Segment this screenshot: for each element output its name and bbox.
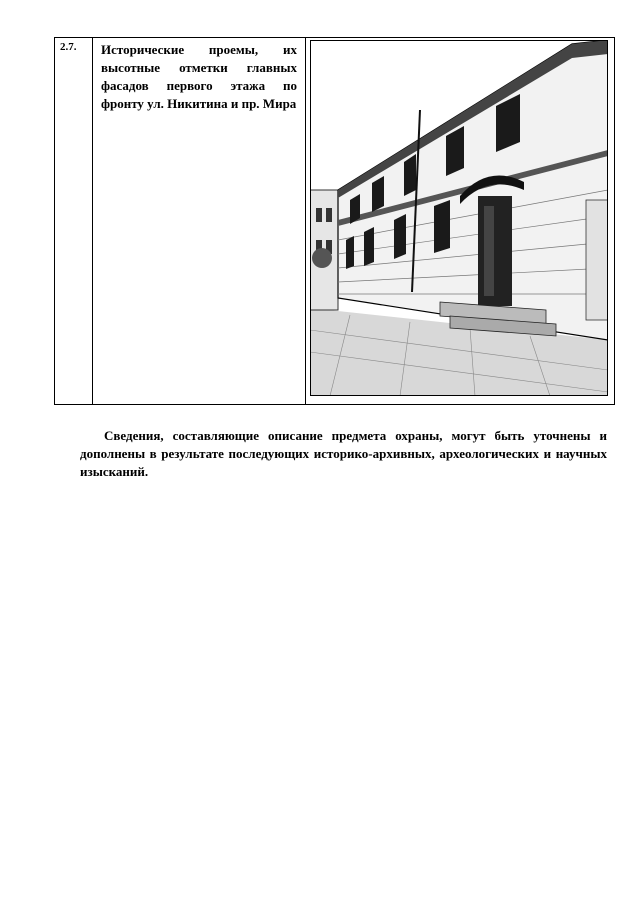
protection-subject-table (54, 37, 615, 405)
building-facade-photo (310, 40, 608, 396)
note-paragraph: Сведения, составляющие описание предмета охраны, могут быть уточнены и дополнены в результате последующих историко-архивных, археологических и научных изысканий. (80, 428, 607, 479)
building-photo-cell (306, 38, 615, 405)
row-description: Исторические проемы, их высотные отметки главных фасадов первого этажа по фронту ул. Никитина и пр. Мира (93, 38, 306, 405)
table-row (55, 38, 615, 405)
row-number: 2.7. (55, 38, 93, 405)
